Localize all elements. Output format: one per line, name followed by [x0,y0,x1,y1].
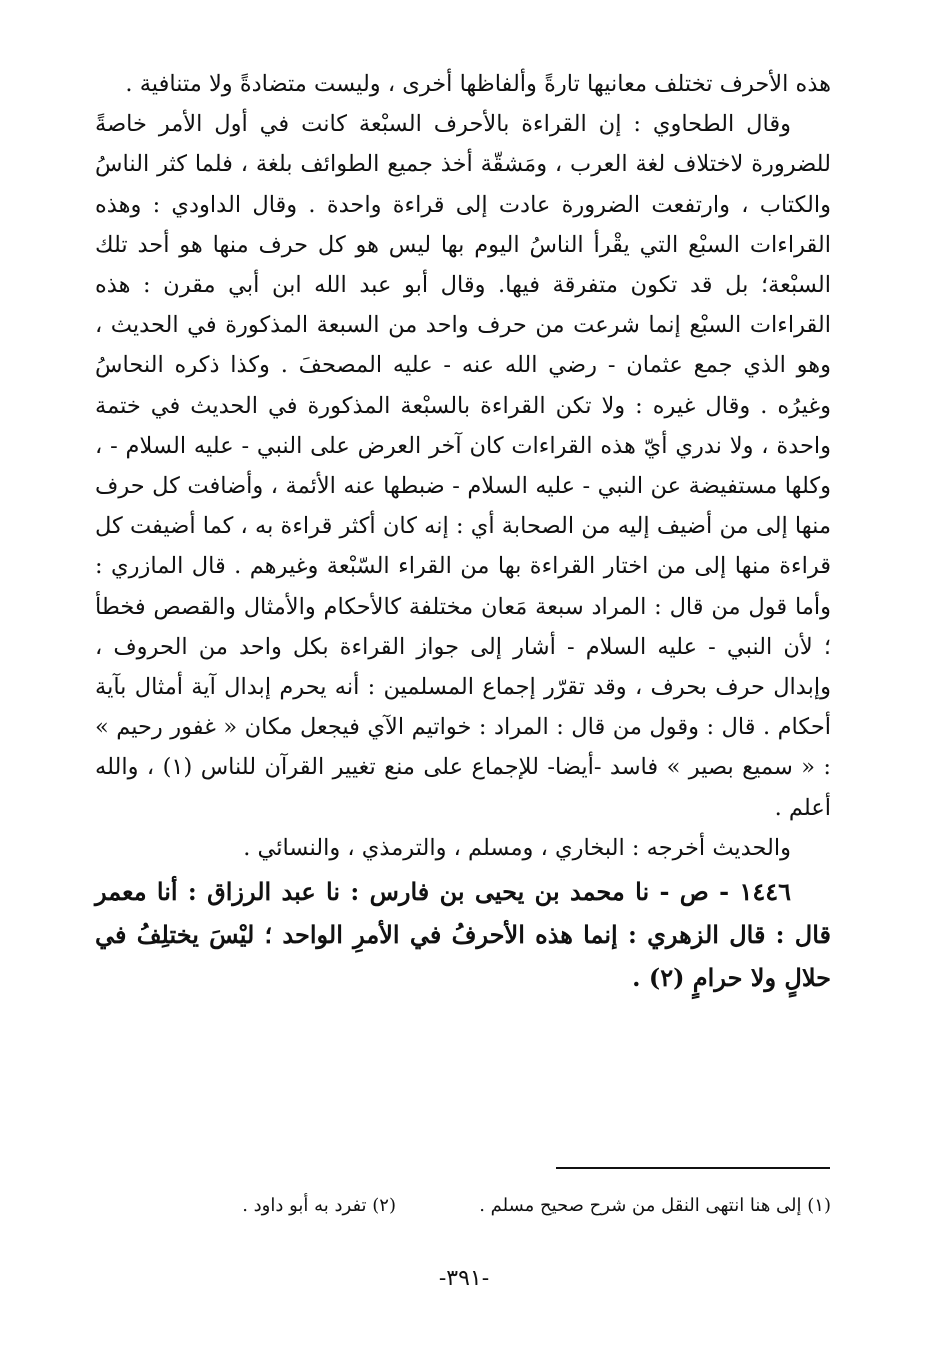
footnote-divider [556,1167,830,1169]
page-number: -٣٩١- [438,1266,490,1291]
main-text [95,64,831,999]
footnotes [95,1192,831,1220]
footnote-1: (١) إلى هنا انتهى النقل من شرح صحيح مسلم . [479,1195,831,1216]
paragraph-2: وقال الطحاوي : إن القراءة بالأحرف السبْعة كانت في أول الأمر خاصةً للضرورة لاختلاف لغة العرب ، ومَشقّة أخذ جميع الطوائف بلغة ، فلما كثر الناسُ والكتاب ، وارتفعت الضرورة عادت إلى قراءة واحدة . وقال الداودي : وهذه القراءات السبْع التي يقْرأ الناسُ اليوم بها ليس هو كل حرف منها هو أحد تلك السبْعة؛ بل قد تكون متفرقة فيها. وقال أبو عبد الله ابن أبي مقرن : هذه القراءات السبْع إنما شرعت من حرف واحد من السبعة المذكورة في الحديث ، وهو الذي جمع عثمان - رضي الله عنه - عليه المصحفَ . وكذا ذكره النحاسُ وغيرُه . وقال غيره : ولا تكن القراءة بالسبْعة المذكورة في الحديث في ختمة واحدة ، ولا ندري أيّ هذه القراءات كان آخر العرض على النبي - عليه السلام - ، وكلها مستفيضة عن النبي - عليه السلام - ضبطها عنه الأئمة ، وأضافت كل حرف منها إلى من أضيف إليه من الصحابة أي : إنه كان أكثر قراءة به ، كما أضيفت كل قراءة منها إلى من اختار القراءة بها من القراء السّبْعة وغيرهم . قال المازري : وأما قول من قال : المراد سبعة مَعان مختلفة كالأحكام والأمثال والقصص فخطأ ؛ لأن النبي - عليه السلام - أشار إلى جواز القراءة بكل واحد من الحروف ، وإبدال حرف بحرف ، وقد تقرّر إجماع المسلمين : أنه يحرم إبدال آية أمثال بآية أحكام . قال : وقول من قال : المراد : خواتيم الآي فيجعل مكان « غفور رحيم » : « سميع بصير » فاسد -أيضا- للإجماع على منع تغيير القرآن للناس (١) ، والله أعلم . [95,111,832,821]
footnote-2: (٢) تفرد به أبو داود . [242,1195,396,1216]
hadith-text: ١٤٤٦ - ص - نا محمد بن يحيى بن فارس : نا عبد الرزاق : أنا معمر قال : قال الزهري : إنما هذه الأحرفُ في الأمرِ الواحد ؛ ليْسَ يختلِفُ في حلالٍ ولا حرامٍ (٢) . [95,877,832,993]
paragraph-3: والحديث أخرجه : البخاري ، ومسلم ، والترمذي ، والنسائي . [243,834,791,861]
paragraph-1: هذه الأحرف تختلف معانيها تارةً وألفاظها أخرى ، وليست متضادةً ولا متنافية . [125,71,831,97]
